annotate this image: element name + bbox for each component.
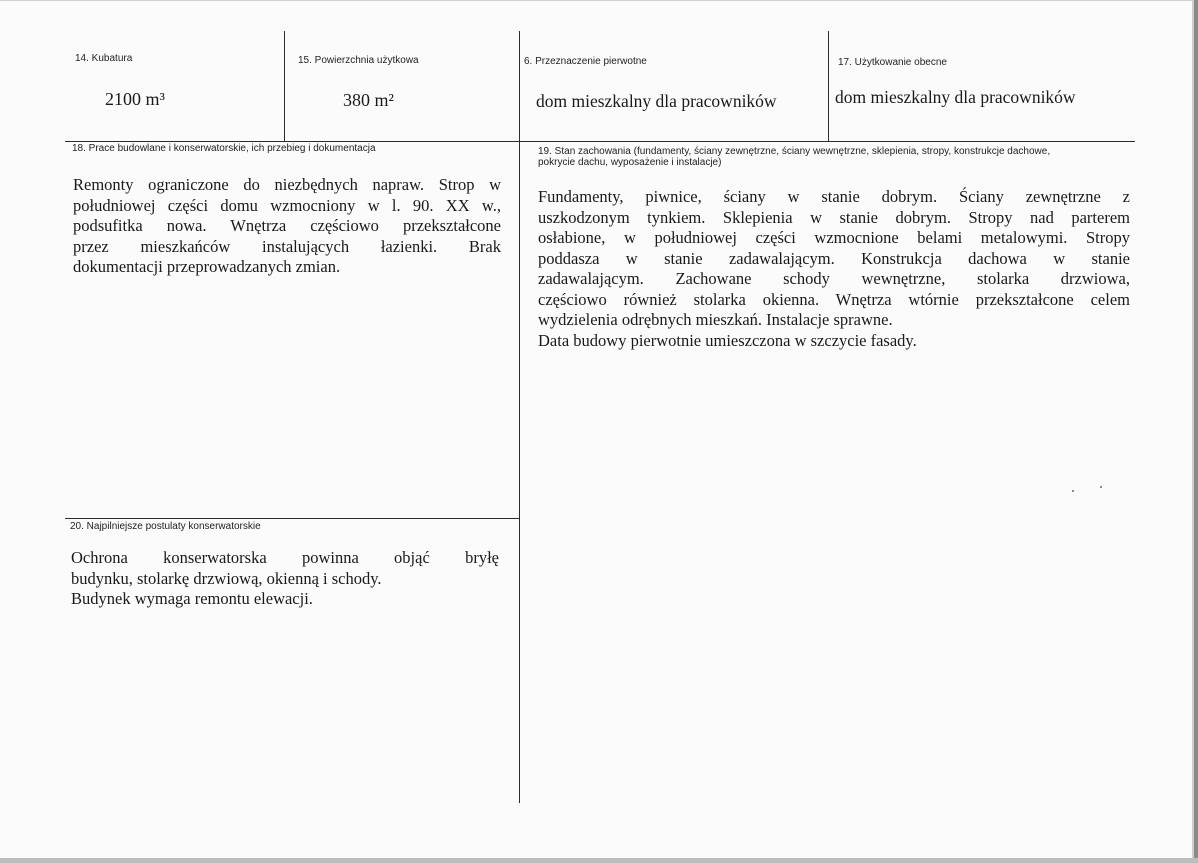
- field-15-value: 380 m²: [343, 90, 394, 110]
- section-20-text: [71, 548, 499, 610]
- field-15-label: 15. Powierzchnia użytkowa: [298, 55, 419, 66]
- section-18-line: Remonty ograniczone do niezbędnych napraw. Strop w: [73, 175, 501, 194]
- section-19-line: wydzielenia odrębnych mieszkań. Instalacje sprawne.: [538, 310, 893, 329]
- divider-row1: [65, 141, 1135, 142]
- divider-1617: [828, 31, 829, 141]
- scan-edge-right: [1194, 0, 1198, 863]
- section-20-label: 20. Najpilniejsze postulaty konserwatorskie: [70, 521, 261, 532]
- section-20-line: Ochrona konserwatorska powinna objąć bryłę: [71, 548, 499, 567]
- section-19-line: Fundamenty, piwnice, ściany w stanie dobrym. Ściany zewnętrzne z: [538, 187, 1130, 206]
- section-18-text: [73, 175, 501, 278]
- section-18-label: 18. Prace budowlane i konserwatorskie, ich przebieg i dokumentacja: [72, 143, 376, 154]
- divider-row3: [65, 518, 519, 519]
- field-17-value: dom mieszkalny dla pracowników: [835, 87, 1076, 107]
- section-19-line: zadawalającym. Zachowane schody wewnętrzne, stolarka drzwiowa,: [538, 269, 1130, 288]
- field-16-label: 6. Przeznaczenie pierwotne: [524, 56, 647, 67]
- field-14-label: 14. Kubatura: [75, 53, 133, 64]
- field-17-label: 17. Użytkowanie obecne: [838, 57, 947, 68]
- section-19-line: częściowo również stolarka okienna. Wnętrza wtórnie przekształcone celem: [538, 289, 1130, 309]
- section-19-label-line2: pokrycie dachu, wyposażenie i instalacje): [538, 157, 722, 168]
- section-19-line: uszkodzonym tynkiem. Sklepienia w stanie dobrym. Stropy nad parterem: [538, 207, 1130, 227]
- section-19-line: Data budowy pierwotnie umieszczona w szczycie fasady.: [538, 330, 917, 350]
- section-19-line: poddasza w stanie zadawalającym. Konstrukcja dachowa w stanie: [538, 248, 1130, 268]
- field-16-value: dom mieszkalny dla pracowników: [536, 91, 777, 111]
- section-18-line: dokumentacji przeprowadzanych zmian.: [73, 257, 341, 276]
- section-20-line: budynku, stolarkę drzwiową, okienną i schody.: [71, 568, 382, 588]
- scan-edge-bottom: [0, 858, 1198, 863]
- section-20-line: Budynek wymaga remontu elewacji.: [71, 589, 313, 608]
- section-19-label-line1: 19. Stan zachowania (fundamenty, ściany zewnętrzne, ściany wewnętrzne, sklepienia, stropy, konstrukcje dachowe,: [538, 146, 1051, 157]
- scan-speck: [1100, 486, 1102, 488]
- section-18-line: południowej części domu wzmocniony w l. 90. XX w.,: [73, 195, 501, 215]
- divider-1516: [519, 31, 520, 803]
- divider-1415: [284, 31, 285, 141]
- scan-speck: [1072, 490, 1074, 492]
- section-19-text: [538, 187, 1130, 351]
- field-14-value: 2100 m³: [105, 89, 165, 109]
- section-19-line: osłabione, w południowej części wzmocnione belami metalowymi. Stropy: [538, 228, 1130, 247]
- section-18-line: podsufitka nowa. Wnętrza częściowo przekształcone: [73, 216, 501, 235]
- section-18-line: przez mieszkańców instalujących łazienki. Brak: [73, 236, 501, 256]
